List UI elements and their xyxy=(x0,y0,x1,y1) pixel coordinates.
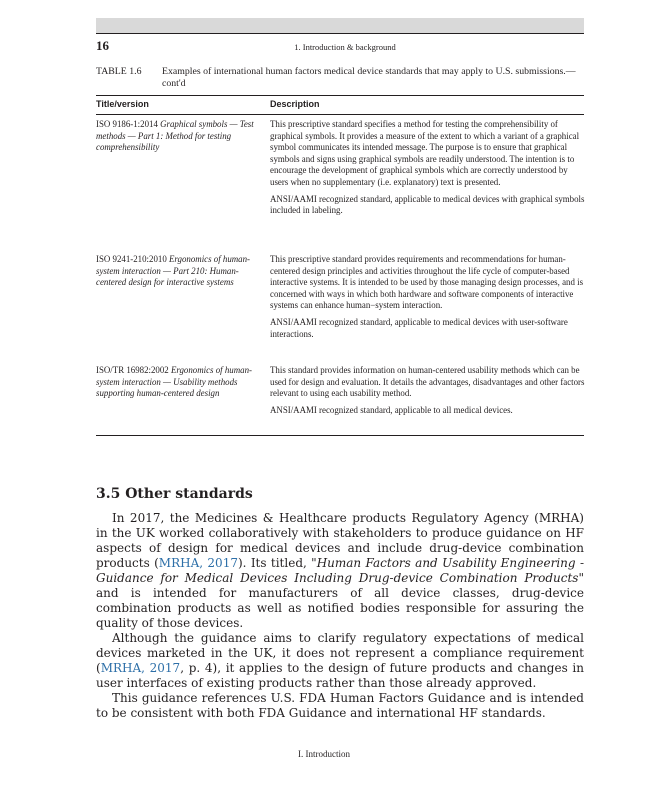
citation-link[interactable]: MRHA, 2017 xyxy=(100,661,181,675)
column-header-title: Title/version xyxy=(96,99,149,109)
running-head: 1. Introduction & background xyxy=(294,42,396,52)
table-bottom-rule xyxy=(96,435,584,436)
page-header-band xyxy=(96,18,584,34)
standard-description: This standard provides information on human-centered usability methods which can be used for design and evaluation. It details the advantages, disadvantages and other factors relevant to using each usability method. ANSI/AAMI recognized standard, applicable to all medical devices. xyxy=(270,365,585,415)
section-heading: 3.5 Other standards xyxy=(96,486,253,502)
body-text xyxy=(96,511,584,721)
table-header-rule xyxy=(96,114,584,115)
standard-description: This prescriptive standard provides requirements and recommendations for human-centered design principles and activities throughout the life cycle of computer-based interactive systems. It is intended to be used by those managing design processes, and is concerned with ways in which both hardware and software components of interactive systems can enhance human−system interaction. ANSI/AAMI recognized standard, applicable to medical devices with user-software interactions. xyxy=(270,254,584,339)
citation-link[interactable]: MRHA, 2017 xyxy=(158,556,238,570)
standard-title: ISO/TR 16982:2002 Ergonomics of human-system interaction — Usability methods supporting human-centered design xyxy=(96,365,252,399)
standard-description: This prescriptive standard specifies a method for testing the comprehensibility of graphical symbols. It provides a measure of the extent to which a variant of a graphical symbol communicates its intended message. The purpose is to ensure that graphical symbols and signs using graphical symbols are readily understood. The intention is to encourage the development of graphical symbols which are correctly understood by users when no supplementary (i.e. explanatory) text is presented. ANSI/AAMI recognized standard, applicable to medical devices with graphical symbols included in labeling. xyxy=(270,119,585,216)
standard-title: ISO 9241-210:2010 Ergonomics of human-system interaction — Part 210: Human-centered design for interactive systems xyxy=(96,254,251,288)
table-label: TABLE 1.6 xyxy=(96,66,142,77)
column-header-description: Description xyxy=(270,99,320,109)
header-rule xyxy=(96,33,584,34)
table-caption xyxy=(96,66,584,90)
table-top-rule xyxy=(96,95,584,96)
paragraph: This guidance references U.S. FDA Human Factors Guidance and is intended to be consistent with both FDA Guidance and international HF standards. xyxy=(96,691,584,720)
paragraph: In 2017, the Medicines & Healthcare products Regulatory Agency (MRHA) in the UK worked collaboratively with stakeholders to produce guidance on HF aspects of design for medical devices and include drug-device combination products (MRHA, 2017). Its titled, "Human Factors and Usability Engineering - Guidance for Medical Devices Including Drug-device Combination Products" and is intended for manufacturers of all device classes, drug-device combination products as well as notified bodies responsible for assuring the quality of those devices. xyxy=(96,511,585,630)
paragraph: Although the guidance aims to clarify regulatory expectations of medical devices marketed in the UK, it does not represent a compliance requirement (MRHA, 2017, p. 4), it applies to the design of future products and changes in user interfaces of existing products rather than those already approved. xyxy=(96,631,584,690)
page-number: 16 xyxy=(96,38,109,53)
page-footer: I. Introduction xyxy=(298,749,350,759)
table-caption-text: Examples of international human factors medical device standards that may apply to U.S. submissions.—cont'd xyxy=(162,66,576,89)
standard-title: ISO 9186-1:2014 Graphical symbols — Test methods — Part 1: Method for testing comprehensibility xyxy=(96,119,254,153)
